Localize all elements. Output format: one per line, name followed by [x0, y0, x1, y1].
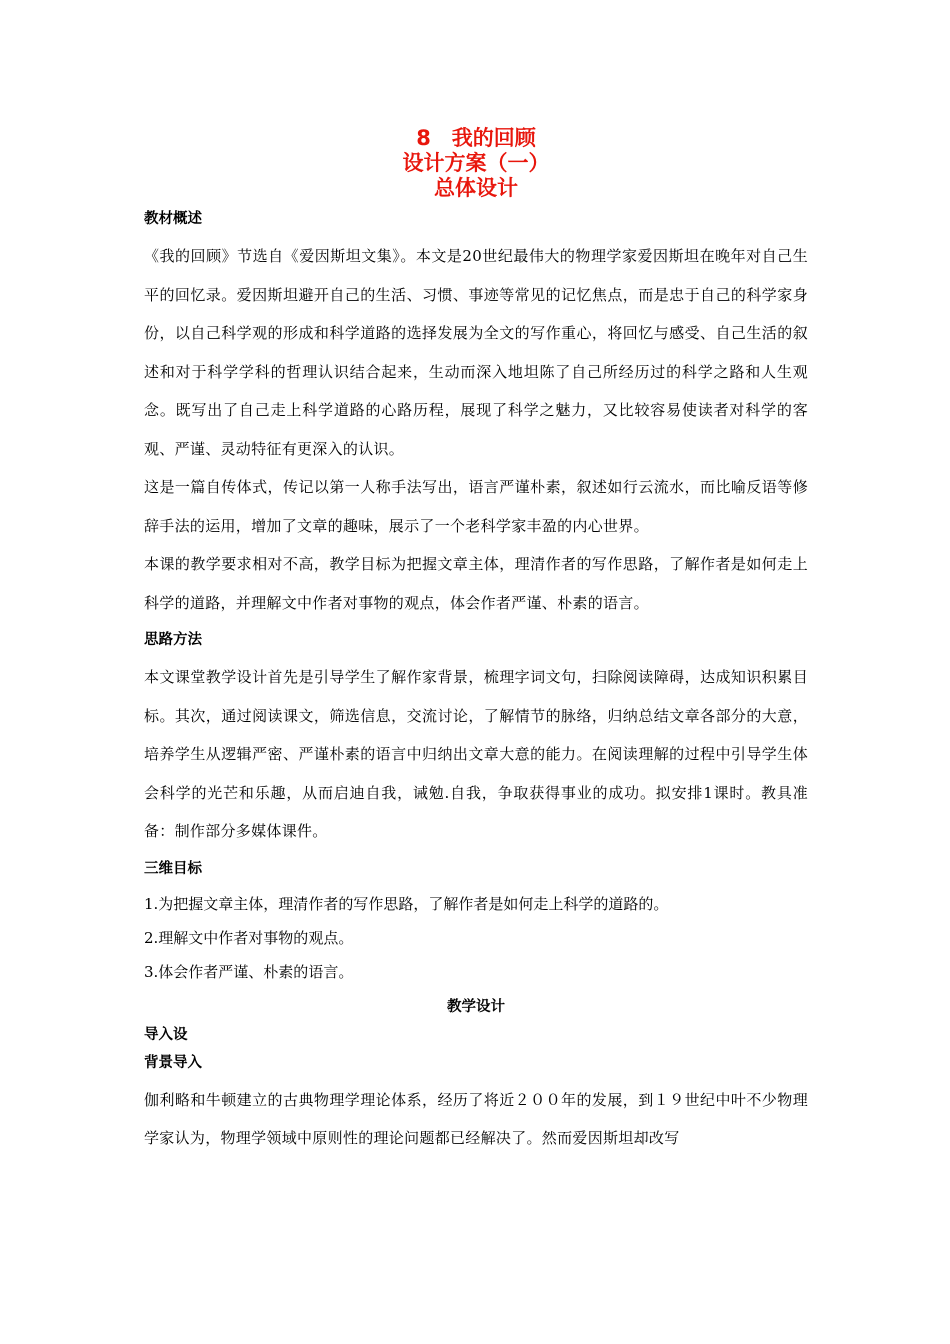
overview-paragraph-1: 《我的回顾》节选自《爱因斯坦文集》。本文是20世纪最伟大的物理学家爱因斯坦在晚年对自己生平的回忆录。爱因斯坦避开自己的生活、习惯、事迹等常见的记忆焦点，而是忠于自己的科学家身份，以自己科学观的形成和科学道路的选择发展为全文的写作重心，将回忆与感受、自己生活的叙述和对于科学学科的哲理认识结合起来，生动而深入地坦陈了自己所经历过的科学之路和人生观念。既写出了自己走上科学道路的心路历程，展现了科学之魅力，又比较容易使读者对科学的客观、严谨、灵动特征有更深入的认识。: [144, 247, 808, 458]
overview-paragraph-3: 本课的教学要求相对不高，教学目标为把握文章主体，理清作者的写作思路，了解作者是如何走上科学的道路，并理解文中作者对事物的观点，体会作者严谨、朴素的语言。: [144, 555, 808, 612]
title-line-1: 8 我的回顾: [416, 126, 536, 150]
section-heading-intro: 导入设: [144, 1026, 188, 1043]
section-heading-overview: 教材概述: [144, 211, 202, 227]
subheading-background-intro: 背景导入: [144, 1054, 202, 1071]
intro-paragraph-1: 伽利略和牛顿建立的古典物理学理论体系，经历了将近２００年的发展，到１９世纪中叶不少物理学家认为，物理学领域中原则性的理论问题都已经解决了。然而爱因斯坦却改写: [144, 1090, 808, 1147]
section-heading-goals: 三维目标: [144, 860, 202, 877]
title-line-2: 设计方案（一）: [402, 151, 550, 175]
goal-item-3: 3.体会作者严谨、朴素的语言。: [144, 962, 354, 981]
document-page: [144, 120, 808, 1158]
title-line-3: 总体设计: [434, 176, 518, 200]
goal-item-1: 1.为把握文章主体，理清作者的写作思路，了解作者是如何走上科学的道路的。: [144, 894, 669, 913]
section-heading-approach: 思路方法: [144, 632, 202, 648]
section-heading-design: 教学设计: [447, 998, 505, 1015]
approach-paragraph-1: 本文课堂教学设计首先是引导学生了解作家背景，梳理字词文句，扫除阅读障碍，达成知识积累目标。其次，通过阅读课文，筛选信息，交流讨论，了解情节的脉络，归纳总结文章各部分的大意，培养学生从逻辑严密、严谨朴素的语言中归纳出文章大意的能力。在阅读理解的过程中引导学生体会科学的光芒和乐趣，从而启迪自我，诫勉.自我，争取获得事业的成功。拟安排1课时。教具准备：制作部分多媒体课件。: [144, 668, 808, 840]
overview-paragraph-2: 这是一篇自传体式，传记以第一人称手法写出，语言严谨朴素，叙述如行云流水，而比喻反语等修辞手法的运用，增加了文章的趣味，展示了一个老科学家丰盈的内心世界。: [144, 478, 808, 535]
document-title: [144, 126, 808, 201]
goal-item-2: 2.理解文中作者对事物的观点。: [144, 928, 354, 947]
